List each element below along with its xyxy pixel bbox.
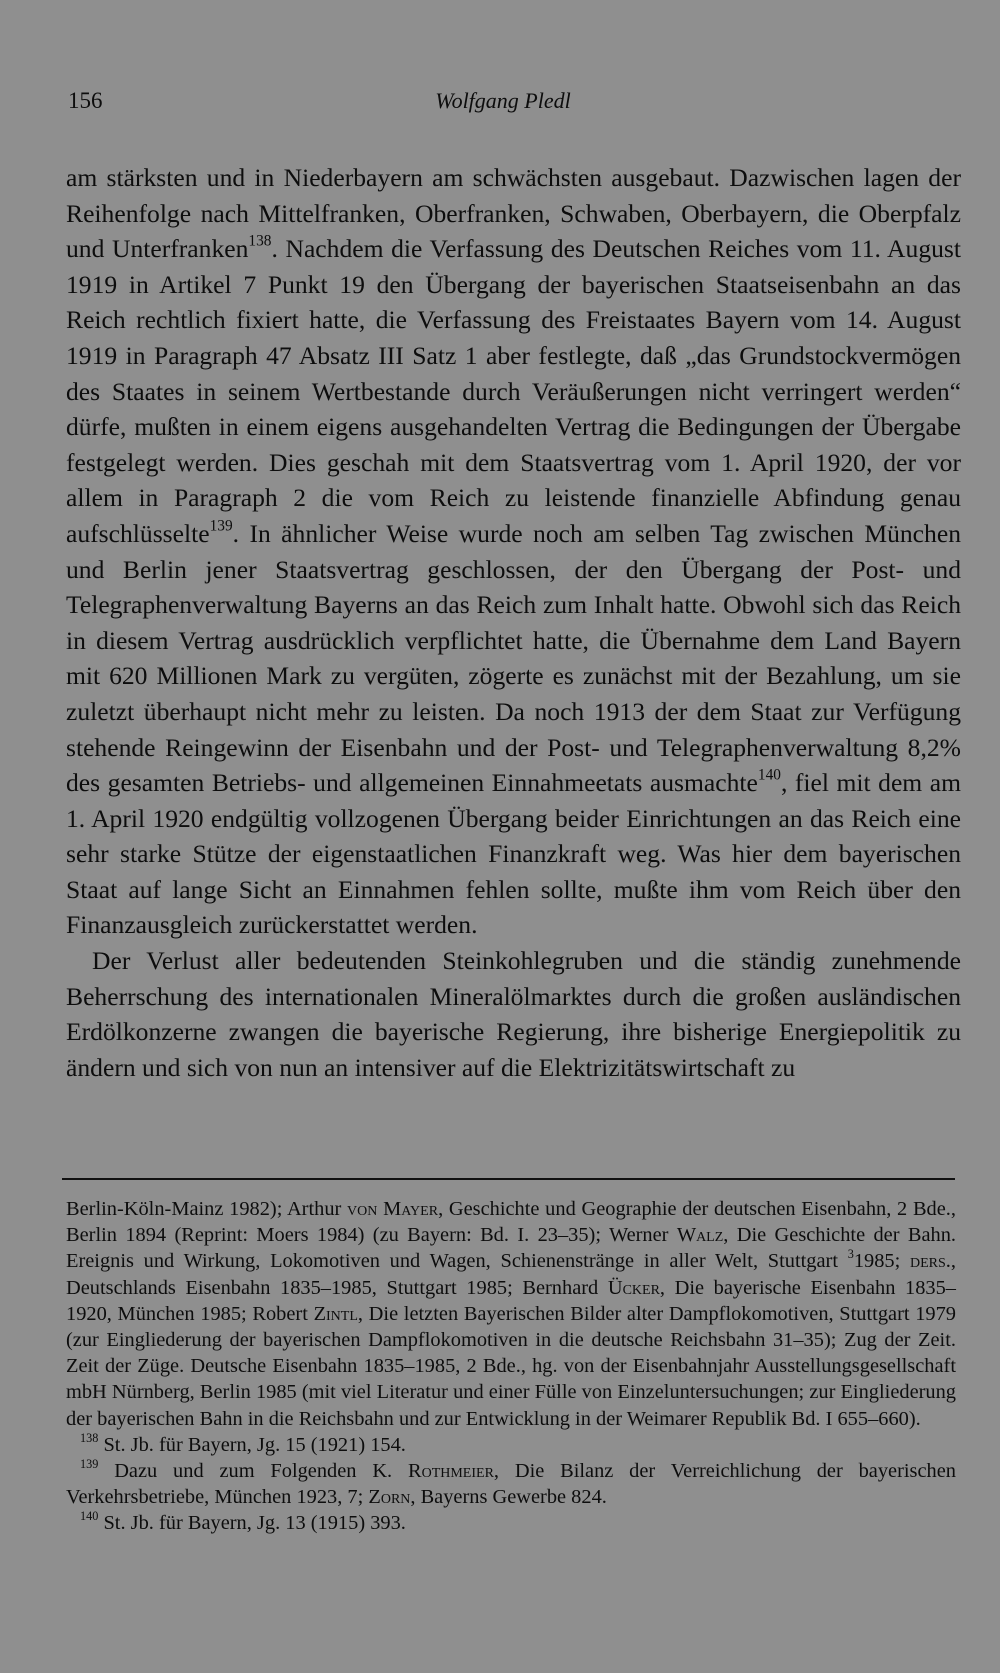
text-run: , Deutschlands Eisenbahn 1835–1985, Stuttgart 1985; Bernhard [66,1250,956,1299]
text-run: 1985; [853,1250,910,1273]
paragraph [66,160,961,943]
author-name: von Mayer [347,1198,439,1220]
author-name: Zintl [313,1302,358,1325]
text-run: , Die Geschichte der Bahn. Ereignis und Wirkung, Lokomotiven und Wagen, Schienenstränge in aller Welt, Stuttgart [66,1224,957,1273]
edition-number: 3 [847,1247,854,1262]
page-number: 156 [68,88,103,113]
author-name: Rothmeier [407,1460,494,1483]
footnote-number: 139 [80,1456,99,1471]
text-run: , Bayerns Gewerbe 824. [410,1486,607,1509]
footnote-139 [66,1458,956,1510]
text-run: , Die bayerische Eisenbahn 1835–1920, München 1985; Robert [66,1276,956,1325]
footnote-number: 140 [80,1509,99,1524]
author-name: Zorn [368,1486,411,1509]
text-run: , Geschichte und Geographie der deutschen Eisenbahn, 2 Bde., Berlin 1894 (Reprint: Moers 1984) (zu Bayern: Bd. I. 23–35); Werner [66,1198,957,1247]
running-head: Wolfgang Pledl [435,88,571,113]
author-name: Walz [676,1224,724,1247]
footnote-ref-138: 138 [248,232,272,250]
page-header [68,88,938,128]
text-run: . Nachdem die Verfassung des Deutschen Reiches vom 11. August 1919 in Artikel 7 Punkt 19 den Übergang der bayerischen Staatseisenbahn an das Reich rechtlich fixiert hatte, die Verfassung des Freistaates Bayern vom 14. August 1919 in Paragraph 47 Absatz III Satz 1 aber festlegte, daß „das Grundstockvermögen des Staates in seinem Wertbestande durch Veräußerungen nicht verringert werden“ dürfe, mußten in einem eigens ausgehandelten Vertrag die Bedingungen der Übergabe festgelegt werden. Dies geschah mit dem Staatsvertrag vom 1. April 1920, der vor allem in Paragraph 2 die vom Reich zu leistende finanzielle Abfindung genau aufschlüsselte [66,234,962,548]
paragraph: Der Verlust aller bedeutenden Steinkohlegruben und die ständig zunehmende Beherrschung des internationalen Mineralölmarktes durch die großen ausländischen Erdölkonzerne zwangen die bayerische Regierung, ihre bisherige Energiepolitik zu ändern und sich von nun an intensiver auf die Elektrizitätswirtschaft zu [66,946,961,1082]
footnote-text: St. Jb. für Bayern, Jg. 15 (1921) 154. [98,1433,406,1456]
text-run: . In ähnlicher Weise wurde noch am selben Tag zwischen München und Berlin jener Staatsvertrag geschlossen, der den Übergang der Post- und Telegraphenverwaltung Bayerns an das Reich zum Inhalt hatte. Obwohl sich das Reich in diesem Vertrag ausdrücklich verpflichtet hatte, die Übernahme dem Land Bayern mit 620 Millionen Mark zu vergüten, zögerte es zunächst mit der Bezahlung, um sie zuletzt überhaupt nicht mehr zu leisten. Da noch 1913 der dem Staat zur Verfügung stehende Reingewinn der Eisenbahn und der Post- und Telegraphenverwaltung 8,2% des gesamten Betriebs- und allgemeinen Einnahmeetats ausmachte [66,518,961,798]
text-run: Dazu und zum Folgenden K. [98,1460,408,1483]
text-run: , fiel mit dem am 1. April 1920 endgültig vollzogenen Übergang beider Einrichtungen an das Reich eine sehr starke Stütze der eigenstaatlichen Finanzkraft weg. Was hier dem bayerischen Staat auf lange Sicht an Einnahmen fehlen sollte, mußte ihm vom Reich über den Finanzausgleich zurückerstattet werden. [66,768,962,940]
footnote-divider [62,1178,955,1180]
text-run: Berlin-Köln-Mainz 1982); Arthur [66,1198,348,1220]
author-name: Ücker [607,1276,660,1299]
text-run: am stärksten und in Niederbayern am schwächsten ausgebaut. Dazwischen lagen der Reihenfolge nach Mittelfranken, Oberfranken, Schwaben, Oberbayern, die Oberpfalz und Unterfranken [66,163,961,264]
author-name: ders. [910,1250,951,1273]
footnotes [66,1196,956,1537]
footnote-text: St. Jb. für Bayern, Jg. 13 (1915) 393. [98,1512,406,1535]
footnote-number: 138 [80,1430,99,1445]
footnote-ref-140: 140 [757,766,781,784]
main-text [66,160,961,1085]
text-run: , Die letzten Bayerischen Bilder alter Dampflokomotiven, Stuttgart 1979 (zur Eingliederung der bayerischen Dampflokomotiven in die deutsche Reichsbahn 31–35); Zug der Zeit. Zeit der Züge. Deutsche Eisenbahn 1835–1985, 2 Bde., hg. von der Eisenbahnjahr Ausstellungsgesellschaft mbH Nürnberg, Berlin 1985 (mit viel Literatur und einer Fülle von Einzeluntersuchungen; zur Eingliederung der bayerischen Bahn in die Reichsbahn und zur Entwicklung in der Weimarer Republik Bd. I 655–660). [66,1302,956,1430]
text-run: , Die Bilanz der Verreichlichung der bayerischen Verkehrsbetriebe, München 1923, 7; [66,1460,956,1509]
footnote-ref-139: 139 [209,517,233,535]
footnote-138 [66,1432,956,1458]
footnote-continuation [66,1196,956,1432]
footnote-140 [66,1510,956,1536]
